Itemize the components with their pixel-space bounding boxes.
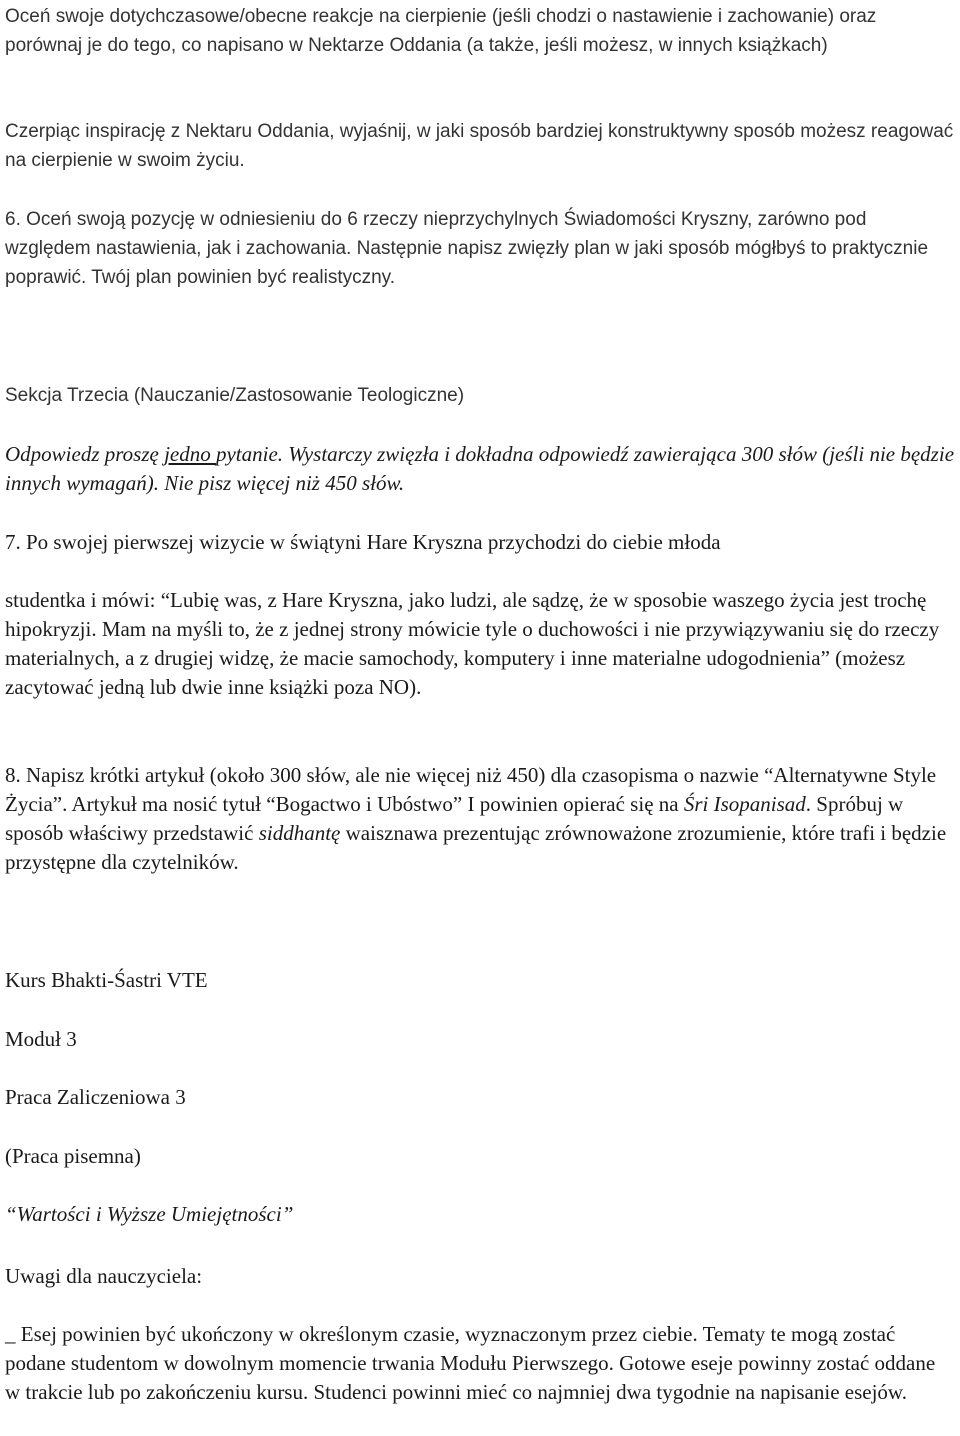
question-8-term: siddhantę bbox=[258, 821, 341, 845]
question-8-part-2: . Spróbuj w sposób właściwy przedstawić bbox=[5, 792, 904, 845]
instructions-part-2: pytanie. Wystarczy zwięzła i dokładna odpowiedź zawierająca 300 słów (jeśli nie będzie innych wymagań). Nie pisz więcej niż 450 słów. bbox=[5, 442, 955, 495]
question-7-first-line: 7. Po swojej pierwszej wizycie w świątyni Hare Kryszna przychodzi do ciebie młoda bbox=[5, 530, 721, 554]
question-6: 6. Oceń swoją pozycję w odniesieniu do 6 rzeczy nieprzychylnych Świadomości Kryszny, zarówno pod względem nastawienia, jak i zachowania. Następnie napisz zwięzły plan w jaki sposób mógłbyś to praktycznie poprawić. Twój plan powinien być realistyczny. bbox=[5, 209, 929, 288]
intro-paragraph-1: Oceń swoje dotychczasowe/obecne reakcje na cierpienie (jeśli chodzi o nastawienie i zachowanie) oraz porównaj je do tego, co napisano w Nektarze Oddania (a także, jeśli możesz, w innych książkach) bbox=[5, 6, 877, 56]
assignment-kind: (Praca pisemna) bbox=[5, 1144, 141, 1168]
question-8-book-title: Śri Isopanisad bbox=[683, 792, 806, 816]
course-name: Kurs Bhakti-Śastri VTE bbox=[5, 968, 208, 992]
instructions-underlined-word: jedno bbox=[164, 442, 216, 466]
teacher-notes-label: Uwagi dla nauczyciela: bbox=[5, 1264, 203, 1288]
assignment-topic: “Wartości i Wyższe Umiejętności” bbox=[5, 1202, 294, 1226]
teacher-notes-body: _ Esej powinien być ukończony w określonym czasie, wyznaczonym przez ciebie. Tematy te mogą zostać podane studentom w dowolnym momencie trwania Modułu Pierwszego. Gotowe eseje powinny zostać oddane w trakcie lub po zakończeniu kursu. Studenci powinni mieć co najmniej dwa tygodnie na napisanie esejów. bbox=[5, 1322, 936, 1404]
question-8-part-3: waisznawa prezentując zrównoważone zrozumienie, które trafi i będzie przystępne dla czytelników. bbox=[5, 821, 947, 874]
question-8-part-1: 8. Napisz krótki artykuł (około 300 słów, ale nie więcej niż 450) dla czasopisma o nazwie “Alternatywne Style Życia”. Artykuł ma nosić tytuł “Bogactwo i Ubóstwo” I powinien opierać się na bbox=[5, 763, 937, 816]
assignment-title: Praca Zaliczeniowa 3 bbox=[5, 1085, 186, 1109]
question-8 bbox=[5, 761, 955, 877]
question-7-body: studentka i mówi: “Lubię was, z Hare Kryszna, jako ludzi, ale sądzę, że w sposobie waszego życia jest trochę hipokryzji. Mam na myśli to, że z jednej strony mówicie tyle o duchowości i nie przywiązywaniu się do rzeczy materialnych, a z drugiej widzę, że macie samochody, komputery i inne materialne udogodnienia” (możesz zacytować jedną lub dwie inne książki poza NO). bbox=[5, 588, 940, 699]
section-3-heading: Sekcja Trzecia (Nauczanie/Zastosowanie Teologiczne) bbox=[5, 385, 465, 406]
module-number: Moduł 3 bbox=[5, 1027, 77, 1051]
instructions-part-1: Odpowiedz proszę bbox=[5, 442, 165, 466]
section-3-instructions bbox=[5, 440, 955, 498]
intro-paragraph-2: Czerpiąc inspirację z Nektaru Oddania, wyjaśnij, w jaki sposób bardziej konstruktywny sposób możesz reagować na cierpienie w swoim życiu. bbox=[5, 121, 954, 171]
